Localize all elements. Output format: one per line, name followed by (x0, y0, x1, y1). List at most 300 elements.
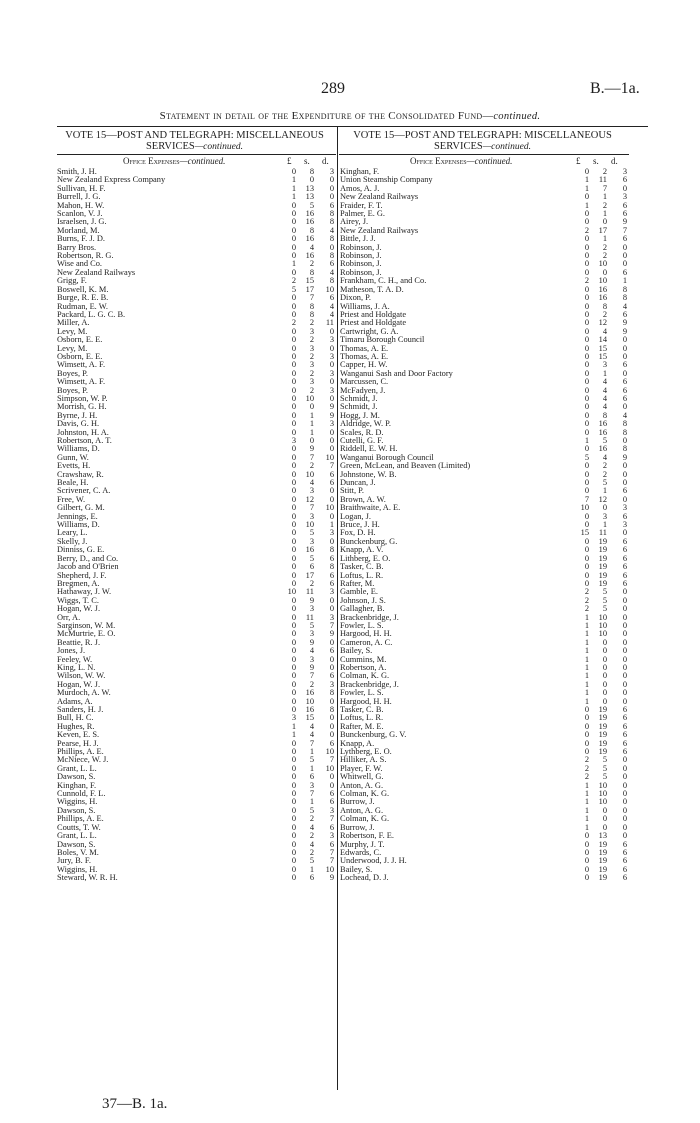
left-expense-list (57, 168, 336, 883)
shillings-value: 7 (309, 671, 314, 681)
payee-name: Braithwaite, A. E. (340, 503, 401, 513)
shillings-value: 2 (309, 351, 314, 361)
pence-value: 3 (622, 167, 627, 176)
payee-name: Duncan, J. (340, 478, 376, 488)
shillings-value: 7 (309, 789, 314, 799)
payee-name: Boles, V. M. (57, 847, 99, 857)
pounds-value: 0 (291, 427, 296, 437)
pence-value: 8 (329, 251, 334, 261)
shillings-value: 16 (305, 234, 314, 244)
shillings-value: 16 (598, 427, 607, 437)
shillings-value: 1 (602, 209, 607, 219)
pounds-value: 1 (584, 175, 589, 185)
pounds-value: 0 (291, 578, 296, 588)
payee-name: Anton, A. G. (340, 805, 384, 815)
payee-name: Burrow, J. (340, 822, 375, 832)
pence-value: 8 (329, 562, 334, 572)
pounds-value: 0 (584, 705, 589, 714)
pounds-value: 1 (584, 662, 589, 672)
right-sub-heading-text: Office Expenses (410, 156, 467, 166)
pounds-value: 0 (291, 562, 296, 572)
shillings-value: 8 (309, 267, 314, 277)
payee-name: Bregmen, A. (57, 578, 100, 588)
pounds-value: 0 (584, 368, 589, 378)
pounds-value: 0 (291, 654, 296, 664)
shillings-value: 1 (602, 192, 607, 202)
pence-value: 0 (622, 402, 627, 412)
shillings-value: 2 (309, 318, 314, 328)
shillings-value: 16 (598, 444, 607, 454)
pence-value: 10 (325, 864, 334, 874)
shillings-value: 0 (602, 267, 607, 277)
pounds-value: 1 (584, 780, 589, 790)
shillings-value: 2 (602, 251, 607, 261)
pence-value: 7 (329, 847, 334, 857)
shillings-value: 19 (598, 847, 607, 857)
left-sub-heading-cont: —continued. (179, 156, 226, 166)
pence-value: 6 (622, 360, 627, 370)
pounds-value: 2 (584, 595, 589, 605)
shillings-value: 8 (602, 410, 607, 420)
pounds-value: 0 (291, 873, 296, 883)
pounds-value: 0 (584, 419, 589, 429)
payee-name: Packard, L. G. C. B. (57, 309, 126, 319)
shillings-value: 19 (598, 839, 607, 849)
shillings-value: 15 (305, 276, 314, 286)
pounds-value: 0 (291, 351, 296, 361)
pounds-value: 2 (584, 763, 589, 773)
pence-value: 6 (622, 385, 627, 395)
pence-value: 10 (325, 452, 334, 462)
pence-value: 0 (329, 780, 334, 790)
pounds-value: 1 (584, 612, 589, 622)
shillings-value: 4 (602, 452, 607, 462)
shillings-value: 2 (309, 368, 314, 378)
pounds-value: 0 (291, 612, 296, 622)
pence-value: 3 (329, 679, 334, 689)
pence-value: 0 (622, 368, 627, 378)
shillings-value: 2 (309, 847, 314, 857)
payee-name: Morland, M. (57, 225, 100, 235)
pence-value: 0 (622, 494, 627, 504)
payee-name: Palmer, E. G. (340, 209, 386, 219)
payee-name: Brackenbridge, J. (340, 679, 399, 689)
shillings-value: 1 (309, 797, 314, 807)
pounds-value: 0 (291, 595, 296, 605)
payee-name: Bruce, J. H. (340, 520, 380, 530)
left-sub-heading (123, 156, 225, 166)
pence-value: 9 (329, 873, 334, 883)
pence-value: 0 (622, 595, 627, 605)
pence-value: 7 (329, 814, 334, 824)
payee-name: Rafter, M. (340, 578, 375, 588)
pounds-value: 0 (584, 536, 589, 546)
shillings-value: 9 (309, 444, 314, 454)
pounds-value: 0 (291, 671, 296, 681)
pounds-value: 10 (580, 503, 589, 513)
pence-value: 8 (622, 444, 627, 454)
shillings-value: 4 (309, 478, 314, 488)
pounds-value: 0 (584, 856, 589, 866)
pence-value: 6 (329, 293, 334, 303)
pence-value: 0 (329, 360, 334, 370)
pounds-value: 1 (291, 259, 296, 269)
pounds-value: 0 (584, 427, 589, 437)
shillings-value: 8 (309, 167, 314, 176)
shillings-value: 2 (602, 200, 607, 210)
payee-name: Gamble, E. (340, 587, 378, 597)
payee-name: Simpson, W. P. (57, 393, 108, 403)
pounds-value: 2 (291, 276, 296, 286)
shillings-value: 1 (602, 520, 607, 530)
shillings-value: 3 (309, 360, 314, 370)
shillings-value: 2 (602, 461, 607, 471)
pence-value: 6 (622, 562, 627, 572)
pence-value: 3 (329, 528, 334, 538)
payee-name: Robinson, J. (340, 251, 382, 261)
pounds-value: 0 (584, 343, 589, 353)
pounds-value: 0 (291, 242, 296, 252)
pounds-value: 0 (291, 494, 296, 504)
pounds-value: 0 (291, 402, 296, 412)
payee-name: Boyes, P. (57, 368, 88, 378)
pounds-value: 0 (291, 696, 296, 706)
pence-value: 0 (329, 730, 334, 740)
shillings-value: 7 (602, 183, 607, 193)
pounds-value: 0 (584, 259, 589, 269)
shillings-value: 2 (602, 309, 607, 319)
shillings-value: 3 (309, 486, 314, 496)
pounds-value: 0 (584, 335, 589, 345)
pence-value: 0 (329, 595, 334, 605)
pounds-value: 10 (287, 587, 296, 597)
pounds-value: 0 (291, 486, 296, 496)
pounds-value: 0 (584, 360, 589, 370)
pounds-value: 0 (291, 377, 296, 387)
shillings-value: 12 (598, 494, 607, 504)
pounds-value: 0 (291, 503, 296, 513)
pence-value: 0 (622, 646, 627, 656)
payee-name: Burge, R. E. B. (57, 293, 109, 303)
pence-value: 9 (329, 402, 334, 412)
payee-name: Bittle, J. J. (340, 234, 376, 244)
pounds-value: 1 (584, 789, 589, 799)
payee-name: Kinghan, F. (57, 780, 97, 790)
pence-value: 6 (622, 536, 627, 546)
shillings-value: 0 (602, 662, 607, 672)
pounds-value: 0 (291, 747, 296, 757)
pence-value: 0 (329, 486, 334, 496)
payee-name: Feeley, W. (57, 654, 93, 664)
pounds-value: 0 (584, 351, 589, 361)
shillings-value: 13 (305, 183, 314, 193)
shillings-value: 1 (602, 486, 607, 496)
pounds-value: 0 (291, 637, 296, 647)
shillings-value: 19 (598, 747, 607, 757)
payee-name: Lochead, D. J. (340, 873, 389, 883)
shillings-value: 0 (602, 679, 607, 689)
shillings-value: 19 (598, 545, 607, 555)
shillings-value: 4 (602, 393, 607, 403)
payee-name: Hughes, R. (57, 721, 95, 731)
payee-name: Orr, A. (57, 612, 81, 622)
payee-name: Morrish, G. H. (57, 402, 107, 412)
shillings-value: 16 (305, 688, 314, 698)
shillings-value: 1 (309, 763, 314, 773)
pounds-value: 0 (291, 705, 296, 714)
pence-value: 0 (622, 528, 627, 538)
left-column-heading (52, 130, 337, 153)
pence-value: 0 (622, 335, 627, 345)
shillings-value: 1 (309, 864, 314, 874)
shillings-label: s. (304, 156, 310, 166)
payee-name: Knapp, A. V. (340, 545, 384, 555)
payee-name: McMurtrie, E. O. (57, 629, 116, 639)
pence-value: 0 (622, 831, 627, 841)
pence-value: 4 (622, 301, 627, 311)
payee-name: Matheson, T. A. D. (340, 284, 404, 294)
pounds-value: 1 (584, 671, 589, 681)
pounds-value: 0 (584, 511, 589, 521)
payee-name: Hogan, W. J. (57, 679, 101, 689)
pence-value: 6 (329, 797, 334, 807)
pounds-value: 0 (291, 267, 296, 277)
payee-name: Logan, J. (340, 511, 371, 521)
payee-name: Williams, D. (57, 520, 100, 530)
pence-value: 0 (622, 637, 627, 647)
shillings-value: 4 (309, 839, 314, 849)
pounds-value: 0 (584, 486, 589, 496)
shillings-value: 0 (309, 402, 314, 412)
payee-name: Burns, F. J. D. (57, 234, 105, 244)
pence-value: 0 (622, 654, 627, 664)
pence-value: 8 (622, 284, 627, 294)
payee-name: Airey, J. (340, 217, 369, 227)
shillings-value: 0 (602, 503, 607, 513)
payee-name: Gunn, W. (57, 452, 89, 462)
pounds-value: 0 (584, 242, 589, 252)
payee-name: Robinson, J. (340, 242, 382, 252)
pounds-value: 0 (291, 738, 296, 748)
payee-name: Mahon, H. W. (57, 200, 105, 210)
pounds-value: 1 (584, 436, 589, 445)
payee-name: Miller, A. (57, 318, 90, 328)
payee-name: Shepherd, J. F. (57, 570, 107, 580)
payee-name: Fox, D. H. (340, 528, 376, 538)
payee-name: Hargood, H. H. (340, 629, 392, 639)
pence-value: 6 (329, 738, 334, 748)
payee-name: Schmidt, J. (340, 393, 378, 403)
pence-value: 6 (622, 721, 627, 731)
pence-value: 6 (329, 839, 334, 849)
top-rule (57, 126, 648, 127)
shillings-value: 8 (309, 225, 314, 235)
pence-value: 6 (622, 713, 627, 723)
payee-name: Edwards, C. (340, 847, 382, 857)
pounds-value: 1 (291, 721, 296, 731)
payee-name: Colman, K. G. (340, 814, 390, 824)
shillings-value: 5 (602, 604, 607, 614)
payee-name: Osborn, E. E. (57, 335, 103, 345)
payee-name: Priest and Holdgate (340, 318, 407, 328)
payee-name: Murphy, J. T. (340, 839, 385, 849)
pounds-value: 0 (291, 301, 296, 311)
payee-name: Thomas, A. E. (340, 351, 389, 361)
pounds-value: 5 (291, 284, 296, 294)
pence-value: 0 (622, 688, 627, 698)
shillings-value: 4 (602, 402, 607, 412)
pence-value: 9 (622, 217, 627, 227)
pounds-value: 0 (584, 402, 589, 412)
shillings-value: 14 (598, 335, 607, 345)
pence-value: 0 (329, 343, 334, 353)
pence-value: 0 (622, 259, 627, 269)
pence-value: 6 (622, 234, 627, 244)
payee-name: Steward, W. R. H. (57, 873, 118, 883)
payee-name: Dawson, S. (57, 805, 96, 815)
shillings-value: 5 (602, 595, 607, 605)
payee-name: Free, W. (57, 494, 86, 504)
pounds-value: 15 (580, 528, 589, 538)
payee-name: Sarginson, W. M. (57, 620, 116, 630)
shillings-value: 16 (305, 705, 314, 714)
pounds-value: 0 (291, 662, 296, 672)
pounds-value: 0 (291, 461, 296, 471)
payee-name: Lythberg, E. O. (340, 747, 392, 757)
payee-name: Wilson, W. W. (57, 671, 106, 681)
pounds-value: 0 (291, 452, 296, 462)
pence-value: 0 (622, 763, 627, 773)
pence-value: 9 (622, 326, 627, 336)
shillings-value: 0 (602, 688, 607, 698)
payee-name: Tasker, C. B. (340, 705, 384, 714)
document-ref: B.—1a. (590, 80, 640, 97)
payee-name: New Zealand Railways (340, 192, 419, 202)
shillings-value: 2 (309, 578, 314, 588)
pounds-value: 1 (584, 688, 589, 698)
pence-value: 0 (622, 436, 627, 445)
payee-name: Beattie, R. J. (57, 637, 101, 647)
pence-value: 1 (622, 276, 627, 286)
pounds-value: 0 (584, 234, 589, 244)
shillings-value: 4 (602, 326, 607, 336)
pounds-value: 0 (291, 528, 296, 538)
pence-label: d. (322, 156, 329, 166)
title-continued: continued. (493, 111, 541, 122)
pounds-value: 3 (291, 436, 296, 445)
shillings-value: 0 (602, 217, 607, 227)
page-footer: 37—B. 1a. (102, 1096, 168, 1112)
right-heading-line2: SERVICES (433, 141, 483, 152)
pence-value: 6 (329, 578, 334, 588)
pounds-value: 0 (291, 469, 296, 479)
pounds-value: 1 (584, 637, 589, 647)
payee-name: Bailey, S. (340, 864, 373, 874)
payee-name: Boyes, P. (57, 385, 88, 395)
shillings-value: 2 (309, 679, 314, 689)
shillings-value: 16 (305, 251, 314, 261)
right-sub-heading (410, 156, 512, 166)
shillings-value: 0 (602, 671, 607, 681)
pence-value: 6 (622, 864, 627, 874)
pounds-value: 2 (584, 276, 589, 286)
shillings-value: 0 (602, 696, 607, 706)
pence-value: 6 (329, 478, 334, 488)
shillings-value: 3 (309, 377, 314, 387)
payee-name: Boswell, K. M. (57, 284, 109, 294)
payee-name: Hogan, W. J. (57, 604, 101, 614)
pence-value: 0 (329, 654, 334, 664)
payee-name: Smith, J. H. (57, 167, 97, 176)
shillings-value: 10 (305, 696, 314, 706)
shillings-value: 5 (309, 553, 314, 563)
pounds-value: 0 (291, 620, 296, 630)
payee-name: Whitwell, G. (340, 772, 384, 782)
pounds-value: 0 (584, 478, 589, 488)
shillings-value: 1 (309, 419, 314, 429)
pounds-value: 1 (584, 805, 589, 815)
shillings-label: s. (593, 156, 599, 166)
pounds-value: 0 (291, 679, 296, 689)
right-heading-cont: —continued. (482, 142, 532, 152)
shillings-value: 1 (602, 234, 607, 244)
pence-value: 0 (622, 772, 627, 782)
shillings-value: 8 (309, 309, 314, 319)
shillings-value: 17 (305, 570, 314, 580)
shillings-value: 4 (309, 721, 314, 731)
pounds-value: 1 (291, 175, 296, 185)
pence-value: 0 (329, 393, 334, 403)
shillings-value: 4 (309, 730, 314, 740)
payee-name: Wiggins, H. (57, 797, 98, 807)
payee-name: Robertson, A. T. (57, 436, 112, 445)
shillings-value: 7 (309, 293, 314, 303)
pounds-value: 0 (291, 688, 296, 698)
pence-value: 6 (329, 553, 334, 563)
shillings-value: 12 (305, 494, 314, 504)
pounds-value: 2 (584, 772, 589, 782)
pounds-value: 0 (584, 520, 589, 530)
pence-value: 0 (622, 612, 627, 622)
payee-name: Williams, D. (57, 444, 100, 454)
shillings-value: 10 (598, 620, 607, 630)
pounds-value: 2 (584, 587, 589, 597)
shillings-value: 1 (309, 410, 314, 420)
pence-value: 0 (329, 436, 334, 445)
running-title: Statement in detail of the Expenditure of the Consolidated Fund—continued. (159, 110, 541, 122)
pence-value: 4 (329, 309, 334, 319)
payee-name: Byrne, J. H. (57, 410, 98, 420)
pence-value: 3 (329, 385, 334, 395)
payee-name: Dawson, S. (57, 839, 96, 849)
shillings-value: 16 (305, 209, 314, 219)
pounds-value: 0 (291, 335, 296, 345)
pounds-value: 0 (584, 469, 589, 479)
payee-name: Union Steamship Company (340, 175, 433, 185)
pence-value: 6 (622, 839, 627, 849)
pence-value: 7 (622, 225, 627, 235)
pounds-value: 0 (291, 805, 296, 815)
pounds-value: 0 (584, 461, 589, 471)
pence-value: 6 (329, 259, 334, 269)
shillings-value: 15 (305, 713, 314, 723)
pounds-value: 3 (291, 713, 296, 723)
payee-name: Fraider, F. T. (340, 200, 383, 210)
pounds-value: 0 (291, 536, 296, 546)
pounds-value: 0 (291, 847, 296, 857)
shillings-value: 11 (598, 528, 607, 538)
shillings-value: 15 (598, 351, 607, 361)
